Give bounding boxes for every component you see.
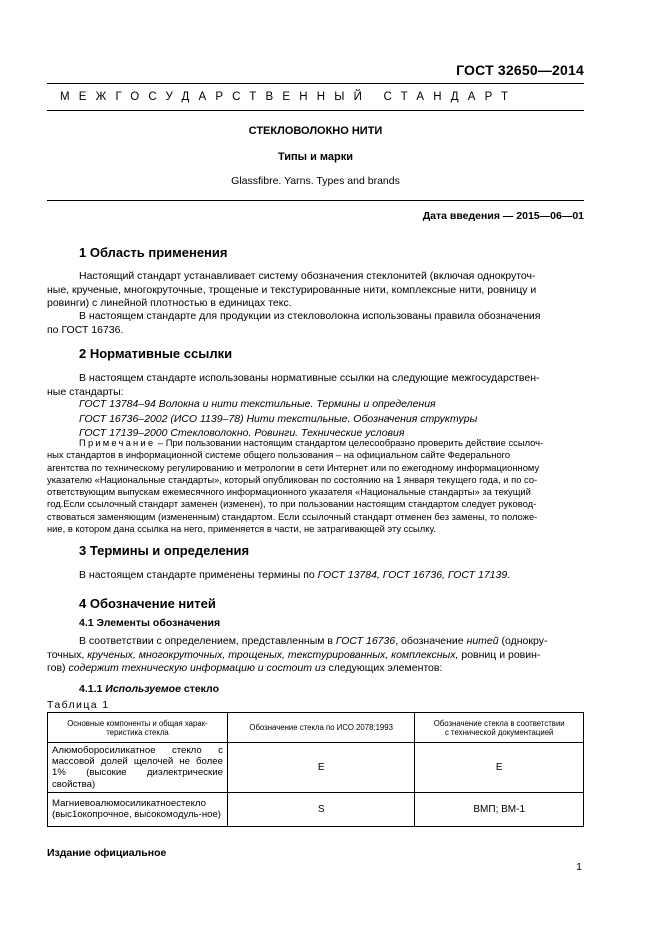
- table-header-cell: Основные компоненты и общая харак- теристика стекла: [48, 713, 228, 743]
- note-label: Примечание: [79, 437, 156, 448]
- section-2-note: Примечание – При пользовании настоящим стандартом целесообразно проверить действие ссылоч- ных стандартов в информационной системе общего пользования – на официальном сайте Федерального агентства по техническому регулированию и метрологии в сети Интернет или по ежегодному информационному указателю «Национальные стандарты», который опубликован по состоянию на 1 января текущего года, и по со- ответствующим выпускам ежемесячного информационного указателя «Национальные стандарты» за текущий год.Если ссылочный стандарт заменен (изменен), то при пользовании настоящим стандартом следует руковод- ствоваться заменяющим (измененным) стандартом. Если ссылочный стандарт отменен без замены, то положе- ние, в котором дана ссылка на него, применяется в части, не затрагивающей эту ссылку.: [47, 437, 544, 535]
- subsection-4-1-heading: 4.1 Элементы обозначения: [79, 617, 221, 629]
- table-cell-component: Алюмоборосиликатное стекло с массовой долей щелочей не более 1% (высокие диэлектрические свойства): [48, 743, 228, 793]
- table-cell-component: Магниевоалюмосиликатноестекло (выс1окопрочное, высокомодуль-ное): [48, 792, 228, 826]
- reference-item: ГОСТ 13784–94 Волокна и нити текстильные. Термины и определения: [79, 398, 436, 410]
- subsection-4-1-1-heading: 4.1.1 Используемое стекло: [79, 683, 220, 695]
- reference-item: ГОСТ 17139–2000 Стекловолокно. Ровинги. Технические условия: [79, 427, 405, 439]
- table-header-cell: Обозначение стекла в соответствии с технической документацией: [415, 713, 584, 743]
- table-cell-iso: S: [227, 792, 414, 826]
- section-2-heading: 2 Нормативные ссылки: [79, 346, 233, 361]
- section-3-paragraph: В настоящем стандарте применены термины по ГОСТ 13784, ГОСТ 16736, ГОСТ 17139.: [79, 569, 511, 581]
- table-header-row: [48, 713, 584, 743]
- section-3-heading: 3 Термины и определения: [79, 543, 250, 558]
- glass-designation-table: [47, 712, 584, 827]
- table-cell-tech: E: [415, 743, 584, 793]
- table-cell-tech: ВМП; ВМ-1: [415, 792, 584, 826]
- intro-date: Дата введения — 2015—06—01: [422, 210, 584, 222]
- section-1-paragraph-2: В настоящем стандарте для продукции из стекловолокна использованы правила обозначения по ГОСТ 16736.: [47, 310, 541, 336]
- gost-number: ГОСТ 32650—2014: [456, 62, 584, 78]
- table-row: [48, 792, 584, 826]
- section-1-paragraph-1: Настоящий стандарт устанавливает систему обозначения стеклонитей (включая однокруточ- ные, крученые, многокруточные, трощеные и текстурированные нити, комплексные нити, ровницу и ровинги) с линейной плотностью в единицах текс.: [47, 270, 537, 310]
- document-subtitle: Типы и марки: [277, 151, 354, 163]
- normative-references-list: [79, 397, 477, 441]
- table-cell-iso: E: [227, 743, 414, 793]
- table-row: [48, 743, 584, 793]
- title-rule: [47, 110, 584, 111]
- table-label: Таблица 1: [47, 699, 110, 711]
- date-rule: [47, 200, 584, 201]
- interstate-standard-label: МЕЖГОСУДАРСТВЕННЫЙ СТАНДАРТ: [60, 91, 518, 103]
- official-edition-label: Издание официальное: [47, 847, 167, 859]
- section-2-paragraph: В настоящем стандарте использованы нормативные ссылки на следующие межгосударствен- ные стандарты:: [47, 372, 540, 398]
- reference-item: ГОСТ 16736–2002 (ИСО 1139–78) Нити текстильные. Обозначения структуры: [79, 412, 478, 425]
- document-title: СТЕКЛОВОЛОКНО НИТИ: [248, 125, 383, 137]
- english-title: Glassfibre. Yarns. Types and brands: [231, 175, 400, 187]
- section-4-paragraph: В соответствии с определением, представленным в ГОСТ 16736, обозначение нитей (однокру- точных, крученых, многокруточных, трощеных, текстурированных, комплексных, ровниц и ровин- гов) содержит техническую информацию и состоит из следующих элементов:: [47, 635, 548, 675]
- section-1-heading: 1 Область применения: [79, 245, 228, 260]
- section-4-heading: 4 Обозначение нитей: [79, 596, 216, 611]
- page-number: 1: [576, 861, 582, 873]
- top-rule: [47, 83, 584, 84]
- table-header-cell: Обозначение стекла по ИСО 2078:1993: [227, 713, 414, 743]
